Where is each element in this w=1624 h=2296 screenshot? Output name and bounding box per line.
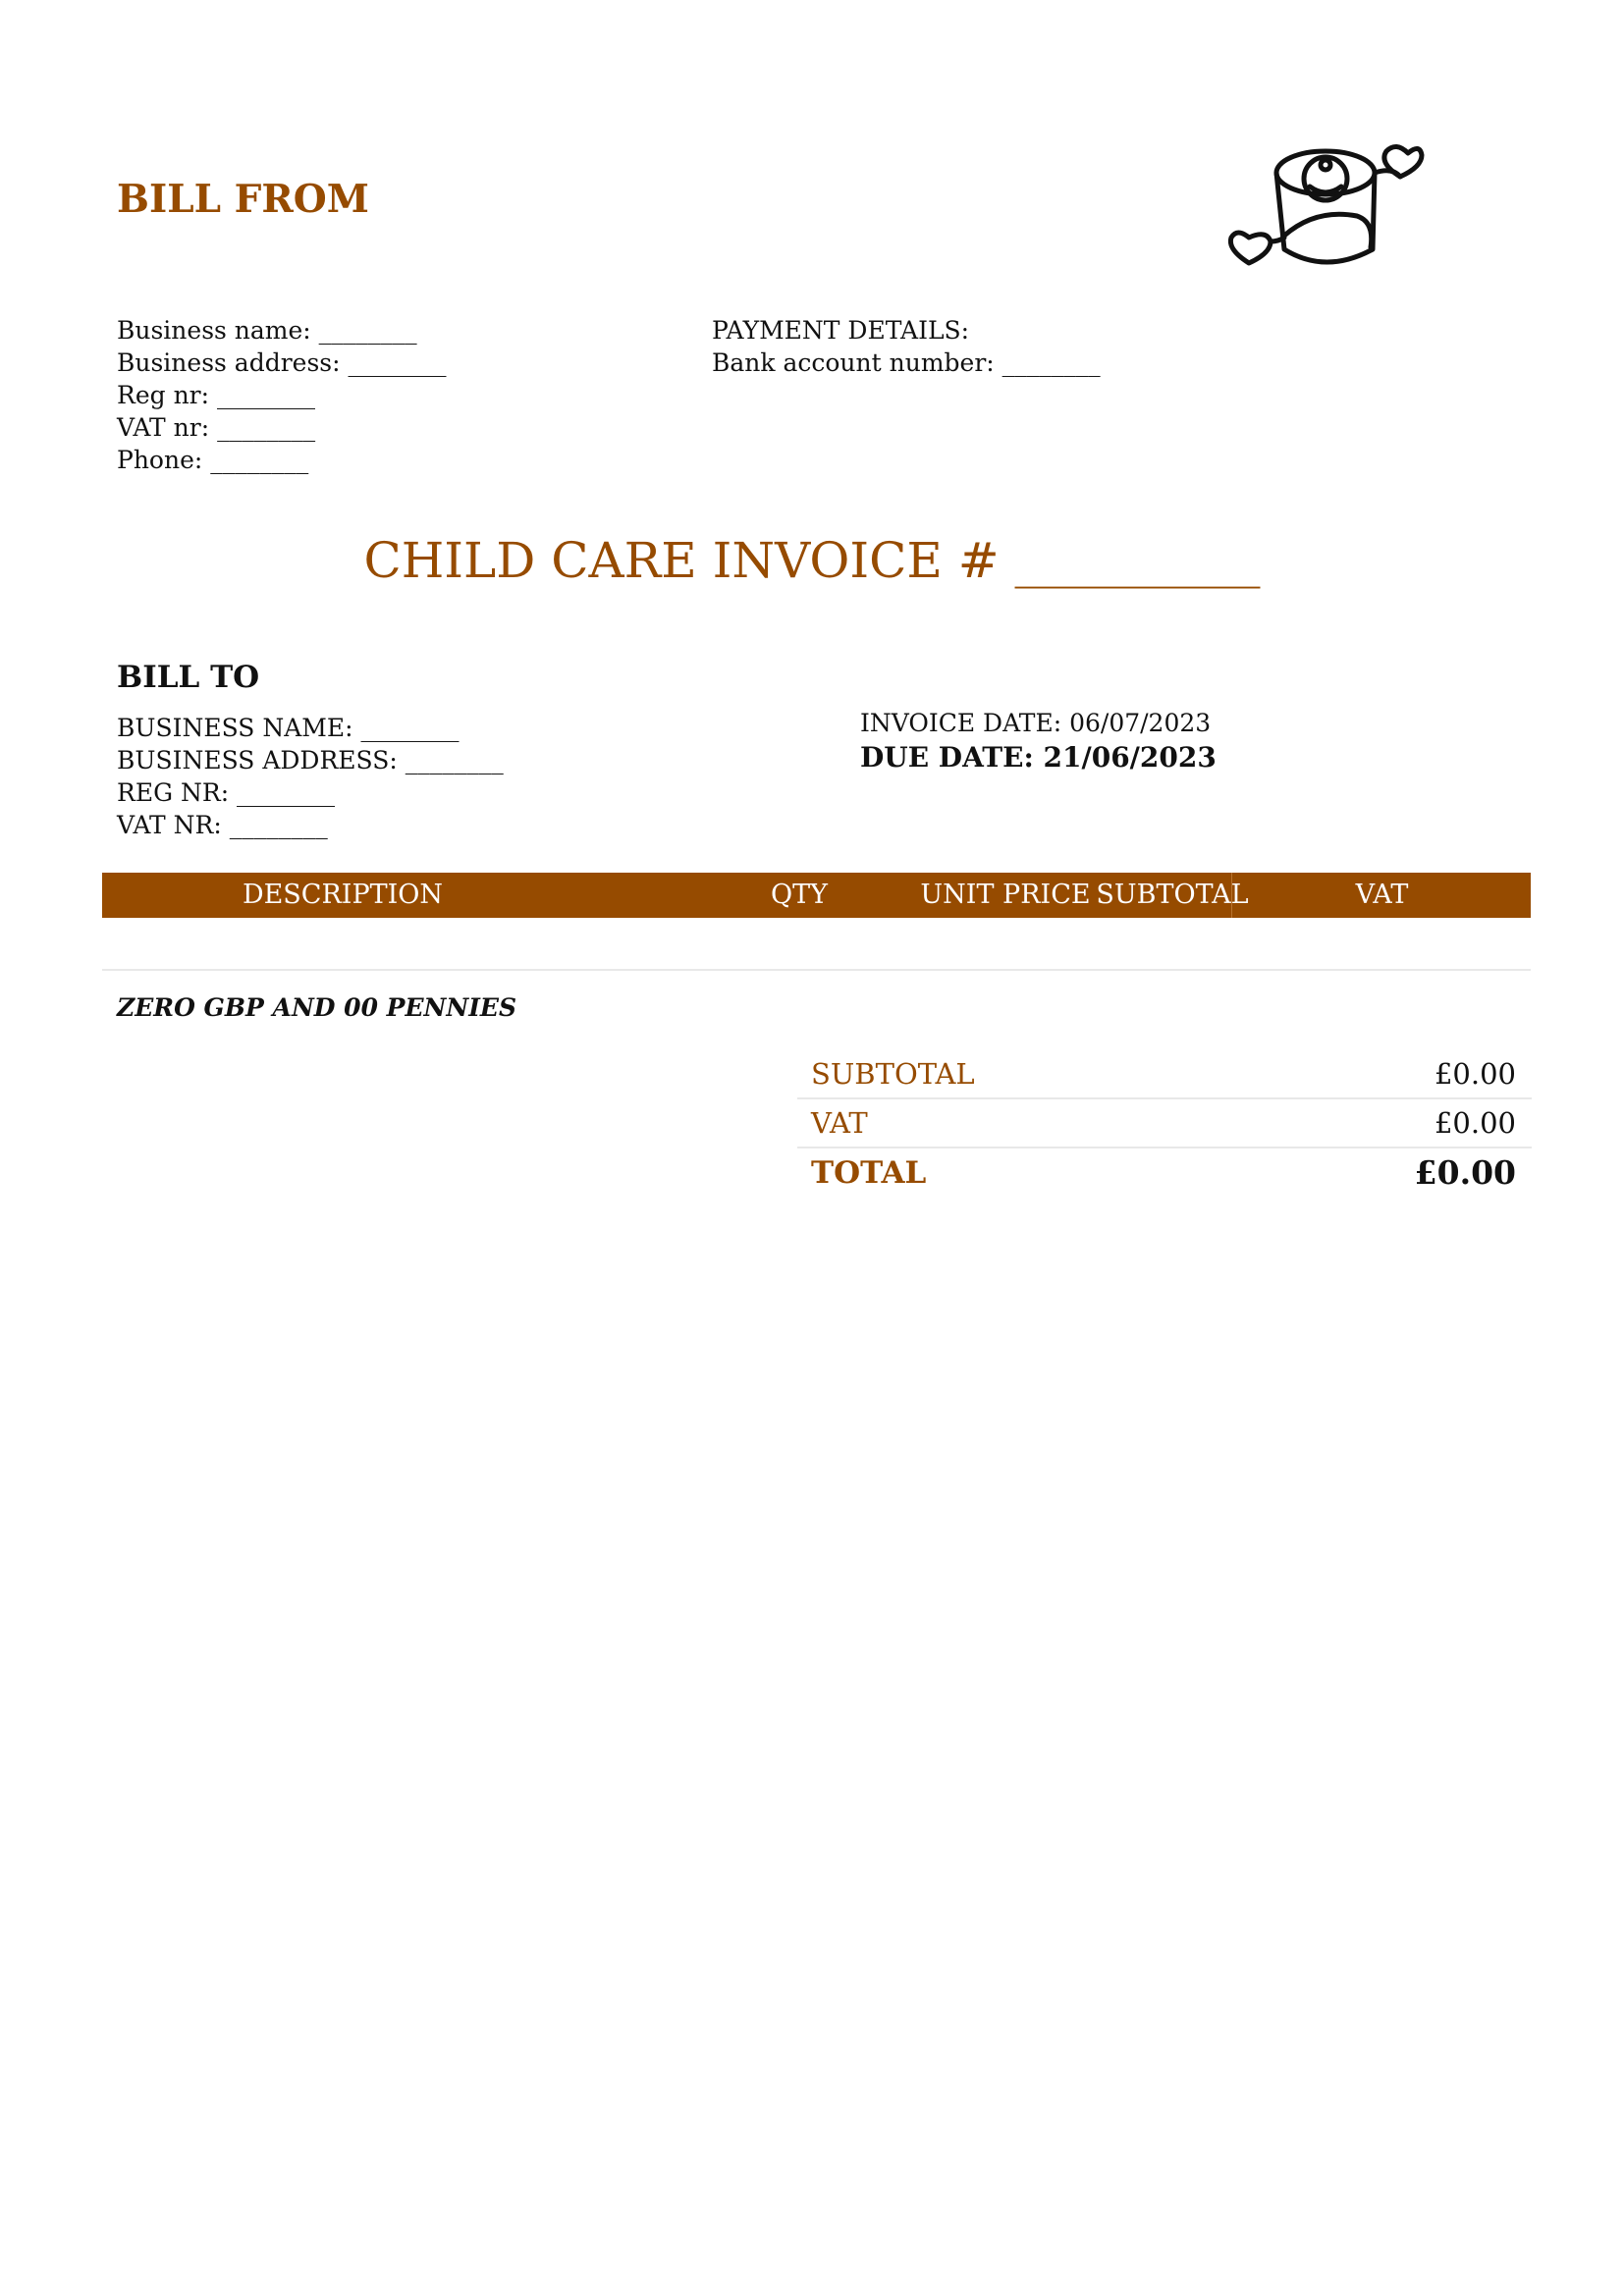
total-row [797,1148,1532,1198]
subtotal-row [797,1050,1532,1099]
payment-details-heading: PAYMENT DETAILS: [712,316,970,345]
items-table-divider [102,969,1531,971]
to-business-address: BUSINESS ADDRESS: ________ [117,746,504,774]
from-reg-nr: Reg nr: ________ [117,381,315,409]
total-value: £0.00 [1414,1153,1516,1192]
subtotal-value: £0.00 [1434,1057,1516,1091]
from-business-name: Business name: ________ [117,316,417,345]
total-label: TOTAL [811,1155,927,1191]
column-header-unit-price: UNIT PRICE [920,880,1091,910]
bill-to-details [117,712,504,841]
bill-from-heading: BILL FROM [117,177,369,222]
to-reg-nr: REG NR: ________ [117,778,336,807]
from-phone: Phone: ________ [117,446,309,474]
bank-account-number: Bank account number: ________ [712,348,1101,377]
vat-value: £0.00 [1434,1106,1516,1140]
subtotal-label: SUBTOTAL [811,1057,975,1091]
totals-summary [797,1050,1532,1198]
vat-label: VAT [811,1106,868,1140]
amount-in-words: ZERO GBP AND 00 PENNIES [117,993,517,1022]
bill-from-details [117,314,447,476]
due-date: DUE DATE: 21/06/2023 [860,741,1217,774]
column-header-qty: QTY [771,880,828,910]
invoice-dates [860,707,1217,776]
invoice-date: INVOICE DATE: 06/07/2023 [860,709,1212,737]
column-header-subtotal: SUBTOTAL [1096,880,1249,910]
items-table-header [102,873,1531,918]
invoice-title: CHILD CARE INVOICE # __________ [363,532,1261,589]
payment-details [712,314,1101,379]
from-vat-nr: VAT nr: ________ [117,413,316,442]
bill-to-heading: BILL TO [117,660,260,695]
to-vat-nr: VAT NR: ________ [117,811,328,839]
to-business-name: BUSINESS NAME: ________ [117,714,460,742]
vat-row [797,1099,1532,1148]
baby-with-hearts-icon [1227,139,1453,273]
column-header-vat: VAT [1231,873,1532,918]
column-header-description: DESCRIPTION [242,880,444,910]
from-business-address: Business address: ________ [117,348,447,377]
